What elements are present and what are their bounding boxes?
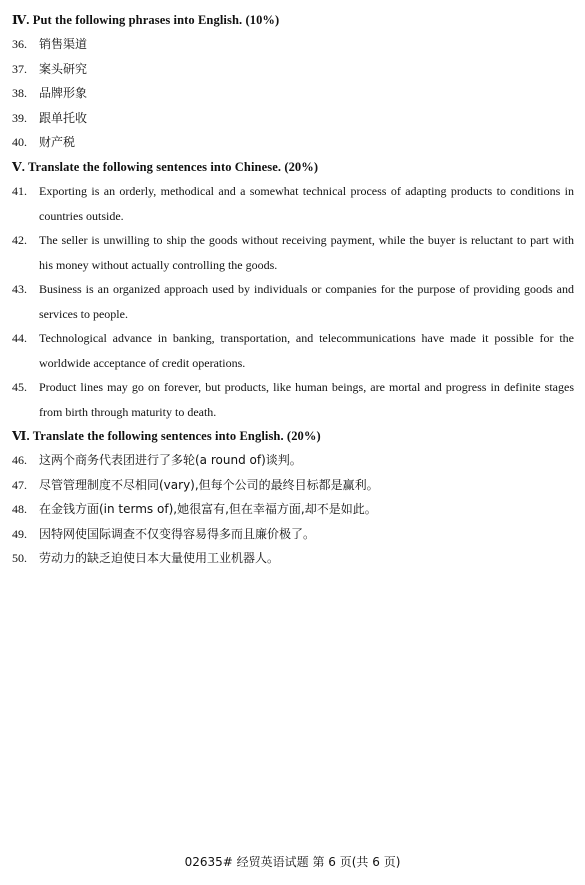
question-42 (12, 228, 574, 277)
question-text: 尽管管理制度不尽相同(vary),但每个公司的最终目标都是赢利。 (39, 477, 379, 492)
section-6-heading: Ⅵ. Translate the following sentences into English. (20%) (12, 429, 321, 443)
question-number: 50. (12, 551, 27, 565)
question-46 (12, 448, 574, 473)
question-43 (12, 277, 574, 326)
question-text: 跟单托收 (39, 110, 88, 125)
question-number: 45. (12, 380, 27, 394)
question-37 (12, 57, 574, 82)
question-39 (12, 106, 574, 131)
question-50 (12, 546, 574, 571)
question-text: 品牌形象 (39, 86, 88, 100)
question-41 (12, 179, 574, 228)
question-number: 36. (12, 37, 27, 51)
question-text: 因特网使国际调查不仅变得容易得多而且廉价极了。 (39, 526, 316, 541)
section-5-heading: Ⅴ. Translate the following sentences into Chinese. (20%) (12, 160, 319, 174)
question-number: 47. (12, 477, 27, 492)
question-text: 销售渠道 (39, 37, 88, 51)
section-4-heading: Ⅳ. Put the following phrases into English. (10%) (12, 13, 280, 27)
question-text: Technological advance in banking, transportation, and telecommunications have made it possible for the worldwide acceptance of credit operations. (39, 331, 574, 370)
question-number: 48. (12, 502, 27, 516)
question-text: Exporting is an orderly, methodical and a somewhat technical process of adapting products to conditions in countries outside. (39, 184, 574, 223)
question-number: 44. (12, 331, 27, 345)
question-number: 39. (12, 110, 27, 125)
question-number: 41. (12, 184, 27, 198)
question-text: 劳动力的缺乏迫使日本大量使用工业机器人。 (39, 551, 280, 565)
question-text: Business is an organized approach used by individuals or companies for the purpose of providing goods and services to people. (39, 282, 574, 321)
question-number: 46. (12, 453, 27, 467)
question-47 (12, 473, 574, 498)
question-48 (12, 497, 574, 522)
page-footer: 02635# 经贸英语试题 第 6 页(共 6 页) (184, 855, 401, 869)
question-number: 37. (12, 61, 27, 76)
question-number: 43. (12, 282, 27, 296)
question-38 (12, 81, 574, 106)
question-text: 案头研究 (39, 61, 88, 76)
question-45 (12, 375, 574, 424)
question-text: Product lines may go on forever, but products, like human beings, are mortal and progress in definite stages from birth through maturity to death. (39, 380, 574, 419)
question-44 (12, 326, 574, 375)
question-40 (12, 130, 574, 155)
question-number: 42. (12, 233, 27, 247)
question-number: 38. (12, 86, 27, 100)
question-text: 财产税 (39, 135, 76, 149)
question-text: The seller is unwilling to ship the goods without receiving payment, while the buyer is reluctant to part with his money without actually controlling the goods. (39, 233, 574, 272)
question-text: 在金钱方面(in terms of),她很富有,但在幸福方面,却不是如此。 (39, 502, 377, 516)
question-36 (12, 32, 574, 57)
question-49 (12, 522, 574, 547)
question-number: 40. (12, 135, 27, 149)
question-number: 49. (12, 526, 27, 541)
question-text: 这两个商务代表团进行了多轮(a round of)谈判。 (39, 453, 302, 467)
